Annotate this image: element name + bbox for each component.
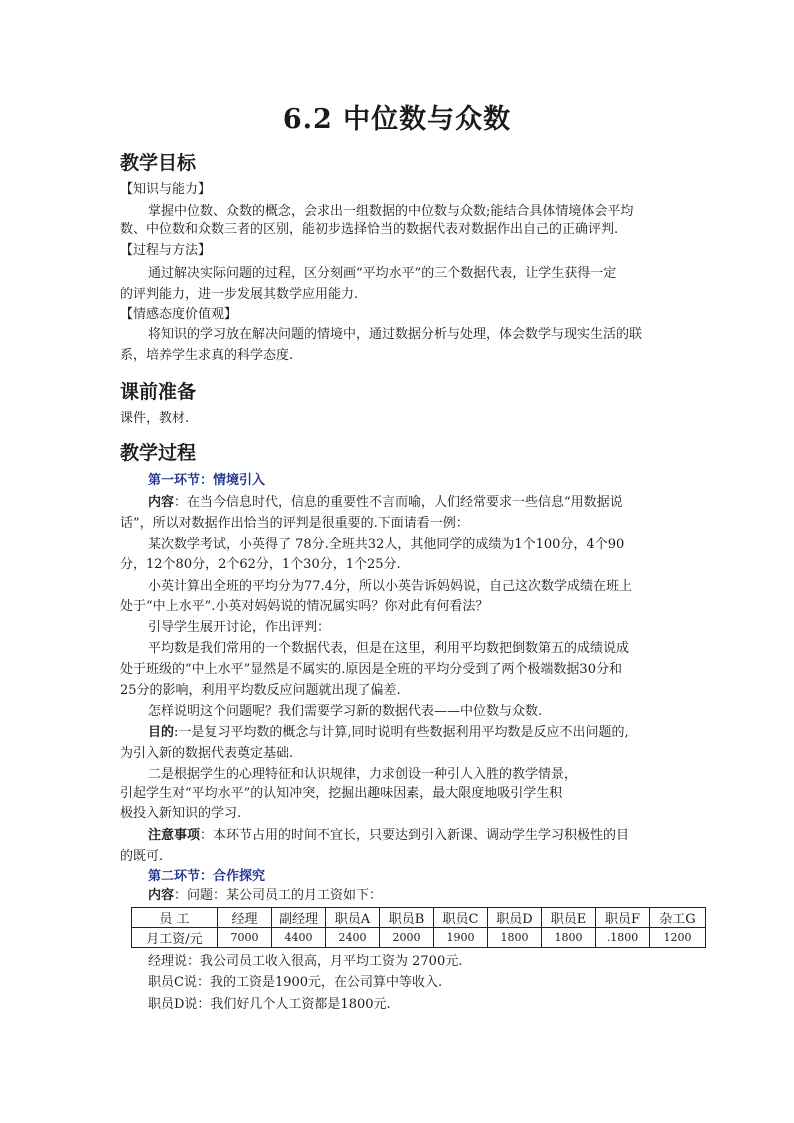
- attitude-text-1: 将知识的学习放在解决问题的情境中，通过数据分析与处理，体会数学与现实生活的联: [148, 327, 643, 342]
- preparation-text: 课件，教材.: [120, 411, 190, 426]
- table-row: [132, 928, 706, 948]
- table-header-cell: 杂工G: [650, 908, 706, 928]
- process-text-2: 的评判能力，进一步发展其数学应用能力.: [120, 287, 359, 302]
- attitude-label: 【情感态度价值观】: [120, 307, 238, 322]
- table-header-cell: 员 工: [132, 908, 218, 928]
- claim-line-1: 小英计算出全班的平均分为77.4分，所以小英告诉妈妈说，自己这次数学成绩在班上: [148, 579, 632, 594]
- table-header-cell: 职员C: [434, 908, 488, 928]
- staff-c-statement: 职员C说：我的工资是1900元，在公司算中等收入.: [148, 975, 443, 990]
- content-label-2: 内容: [148, 888, 175, 903]
- analysis-line-3: 25分的影响，利用平均数反应问题就出现了偏差.: [120, 683, 401, 698]
- step1-content-1: [148, 495, 623, 511]
- table-header-cell: 职员A: [326, 908, 380, 928]
- table-cell: 1800: [488, 928, 542, 948]
- attitude-text-2: 系，培养学生求真的科学态度.: [120, 348, 294, 363]
- table-header-cell: 经理: [218, 908, 272, 928]
- aim-line-1: [148, 725, 629, 741]
- example-line-2: 分，12个80分，2个62分，1个30分，1个25分.: [120, 557, 401, 572]
- aim-label: 目的: [148, 725, 175, 740]
- table-cell: 2000: [380, 928, 434, 948]
- manager-statement: 经理说：我公司员工收入很高，月平均工资为 2700元.: [148, 954, 463, 969]
- table-cell: 1200: [650, 928, 706, 948]
- section-heading-objectives: 教学目标: [120, 152, 197, 174]
- aim-line-4: 引起学生对“平均水平”的认知冲突，挖掘出趣味因素，最大限度地吸引学生积: [120, 786, 563, 801]
- analysis-line-2: 处于班级的“中上水平”显然是不属实的.原因是全班的平均分受到了两个极端数据30分和: [120, 662, 622, 677]
- knowledge-text-1: 掌握中位数、众数的概念，会求出一组数据的中位数与众数;能结合具体情境体会平均: [148, 204, 634, 219]
- table-cell: .1800: [596, 928, 650, 948]
- table-header-cell: 职员E: [542, 908, 596, 928]
- discussion-prompt: 引导学生展开讨论，作出评判：: [148, 620, 331, 635]
- note-line-1: [148, 828, 629, 844]
- step2-content: [148, 888, 382, 904]
- example-line-1: 某次数学考试，小英得了 78分.全班共32人，其他同学的成绩为1个100分，4个90: [148, 537, 625, 552]
- table-cell: 2400: [326, 928, 380, 948]
- page-title: 6.2 中位数与众数: [282, 104, 512, 135]
- section-heading-preparation: 课前准备: [120, 381, 197, 403]
- section-heading-process: 教学过程: [120, 442, 197, 464]
- note-text: ：本环节占用的时间不宜长，只要达到引入新课、调动学生学习积极性的目: [200, 828, 630, 843]
- staff-d-statement: 职员D说：我们好几个人工资都是1800元.: [148, 997, 391, 1012]
- note-line-2: 的既可.: [120, 849, 164, 864]
- table-cell: 7000: [218, 928, 272, 948]
- table-cell: 1800: [542, 928, 596, 948]
- aim-text: :一是复习平均数的概念与计算,同时说明有些数据利用平均数是反应不出问题的,: [174, 725, 629, 740]
- salary-table: [131, 907, 706, 948]
- step2-title: 第二环节：合作探究: [148, 869, 266, 884]
- table-cell: 1900: [434, 928, 488, 948]
- table-row-label: 月工资/元: [132, 928, 218, 948]
- note-label: 注意事项: [148, 828, 201, 843]
- claim-line-2: 处于“中上水平”.小英对妈妈说的情况属实吗？你对此有何看法？: [120, 599, 489, 614]
- process-text-1: 通过解决实际问题的过程，区分刻画“平均水平”的三个数据代表，让学生获得一定: [148, 266, 617, 281]
- table-cell: 4400: [272, 928, 326, 948]
- knowledge-text-2: 数、中位数和众数三者的区别，能初步选择恰当的数据代表对数据作出自己的正确评判.: [120, 222, 619, 237]
- process-label: 【过程与方法】: [120, 243, 212, 258]
- aim-line-2: 为引入新的数据代表奠定基础.: [120, 746, 294, 761]
- knowledge-label: 【知识与能力】: [120, 182, 212, 197]
- table-header-cell: 职员B: [380, 908, 434, 928]
- question-line: 怎样说明这个问题呢？我们需要学习新的数据代表——中位数与众数.: [148, 704, 543, 719]
- step1-title: 第一环节：情境引入: [148, 473, 266, 488]
- aim-line-3: 二是根据学生的心理特征和认识规律，力求创设一种引人入胜的教学情景，: [148, 767, 578, 782]
- table-header-cell: 职员F: [596, 908, 650, 928]
- step1-content-2: 话”，所以对数据作出恰当的评判是很重要的.下面请看一例：: [120, 516, 469, 531]
- table-header-cell: 副经理: [272, 908, 326, 928]
- table-header-cell: 职员D: [488, 908, 542, 928]
- content-text-2: ：问题：某公司员工的月工资如下：: [174, 888, 383, 903]
- analysis-line-1: 平均数是我们常用的一个数据代表，但是在这里，利用平均数把倒数第五的成绩说成: [148, 641, 630, 656]
- content-text: ：在当今信息时代，信息的重要性不言而喻，人们经常要求一些信息“用数据说: [174, 495, 623, 510]
- content-label: 内容: [148, 495, 175, 510]
- table-header-row: [132, 908, 706, 928]
- aim-line-5: 极投入新知识的学习.: [120, 806, 242, 821]
